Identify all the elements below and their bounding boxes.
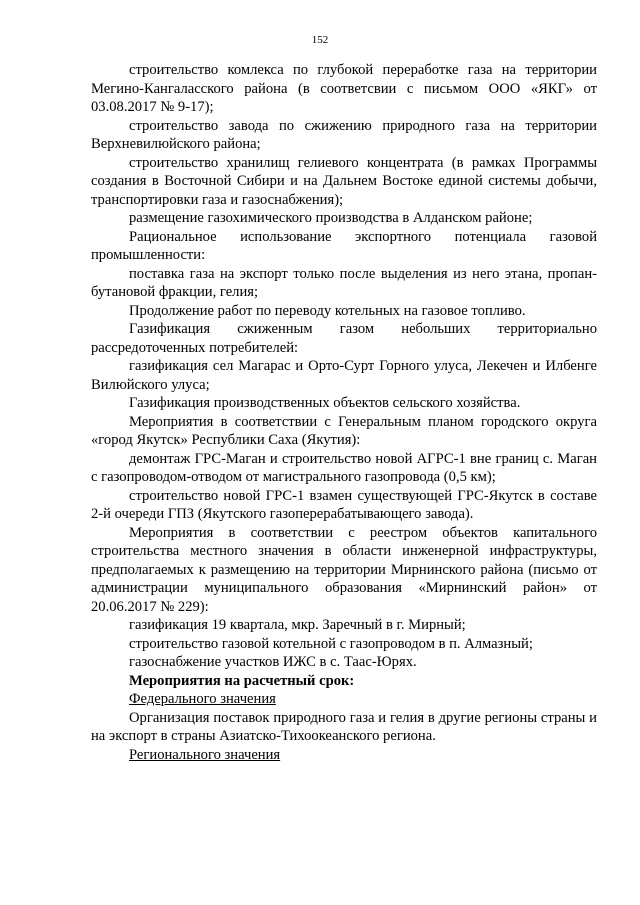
paragraph: Газификация сжиженным газом небольших территориально рассредоточенных потребителей: bbox=[91, 321, 597, 356]
paragraph: строительство завода по сжижению природного газа на территории Верхневилюйского района; bbox=[91, 117, 597, 152]
paragraph: газификация 19 квартала, мкр. Заречный в г. Мирный; bbox=[129, 617, 466, 633]
subheading-federal-text: Федерального значения bbox=[129, 691, 276, 707]
paragraph: строительство газовой котельной с газопроводом в п. Алмазный; bbox=[129, 635, 533, 652]
paragraph: размещение газохимического производства в Алданском районе; bbox=[129, 210, 533, 226]
paragraph: газоснабжение участков ИЖС в с. Таас-Юрях. bbox=[129, 654, 417, 670]
paragraph: Рациональное использование экспортного потенциала газовой промышленности: bbox=[91, 228, 597, 263]
page-number: 152 bbox=[311, 34, 329, 46]
section-heading: Мероприятия на расчетный срок: bbox=[129, 672, 355, 689]
paragraph: поставка газа на экспорт только после выделения из него этана, пропан-бутановой фракции, гелия; bbox=[91, 265, 597, 300]
paragraph: Газификация производственных объектов сельского хозяйства. bbox=[129, 395, 521, 411]
paragraph: строительство новой ГРС-1 взамен существующей ГРС-Якутск в составе 2-й очереди ГПЗ (Якутского газоперерабатывающего завода). bbox=[91, 487, 597, 522]
document-body bbox=[91, 61, 597, 764]
paragraph: строительство комлекса по глубокой переработке газа на территории Мегино-Кангаласского района (в соответсвии с письмом ООО «ЯКГ» от 03.08.2017 № 9-17); bbox=[91, 62, 597, 115]
subheading-regional bbox=[91, 746, 597, 765]
paragraph: Мероприятия в соответствии с реестром объектов капитального строительства местного значения в области инженерной инфраструктуры, предполагаемых к размещению на территории Мирнинского района (письмо от администрации муниципального образования «Мирнинский район» от 20.06.2017 № 229): bbox=[91, 524, 597, 615]
subheading-federal bbox=[91, 690, 597, 709]
paragraph: газификация сел Магарас и Орто-Сурт Горного улуса, Лекечен и Илбенге Вилюйского улуса; bbox=[91, 358, 597, 393]
paragraph: Организация поставок природного газа и гелия в другие регионы страны и на экспорт в страны Азиатско-Тихоокеанского региона. bbox=[91, 709, 597, 744]
paragraph: строительство хранилищ гелиевого концентрата (в рамках Программы создания в Восточной Сибири и на Дальнем Востоке единой системы добычи, транспортировки газа и газоснабжения); bbox=[91, 154, 597, 208]
paragraph: Продолжение работ по переводу котельных на газовое топливо. bbox=[129, 302, 526, 319]
paragraph: демонтаж ГРС-Маган и строительство новой АГРС-1 вне границ с. Маган с газопроводом-отводом от магистрального газопровода (0,5 км); bbox=[91, 450, 597, 485]
subheading-regional-text: Регионального значения bbox=[129, 746, 281, 763]
paragraph: Мероприятия в соответствии с Генеральным планом городского округа «город Якутск» Республики Саха (Якутия): bbox=[91, 413, 597, 448]
